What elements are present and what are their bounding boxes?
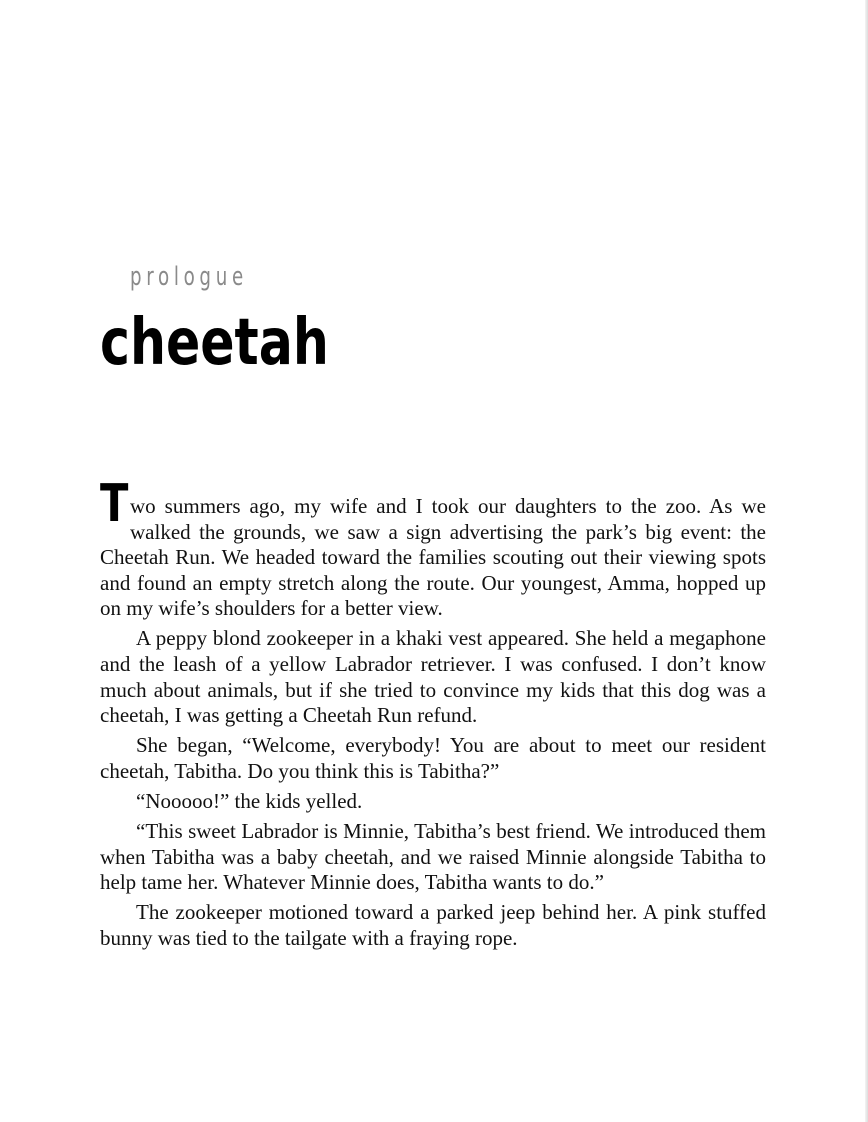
paragraph: “Nooooo!” the kids yelled.	[136, 789, 363, 814]
drop-cap: T	[100, 474, 129, 534]
chapter-body	[100, 474, 766, 956]
paragraph: A peppy blond zookeeper in a khaki vest appeared. She held a megaphone and the leash of a yellow Labrador retriever. I was confused. I don’t know much about animals, but if she tried to convince my kids that this dog was a cheetah, I was getting a Cheetah Run refund.	[100, 626, 766, 728]
paragraph: She began, “Welcome, everybody! You are about to meet our resident cheetah, Tabitha. Do you think this is Tabitha?”	[100, 733, 766, 783]
paragraph: The zookeeper motioned toward a parked jeep behind her. A pink stuffed bunny was tied to the tailgate with a fraying rope.	[100, 900, 766, 950]
chapter-kicker: prologue	[130, 262, 248, 292]
paragraph	[100, 474, 766, 622]
paragraph: “This sweet Labrador is Minnie, Tabitha’s best friend. We introduced them when Tabitha was a baby cheetah, and we raised Minnie alongside Tabitha to help tame her. Whatever Minnie does, Tabitha wants to do.”	[100, 819, 766, 895]
chapter-title: cheetah	[100, 306, 329, 380]
paragraph-text: wo summers ago, my wife and I took our daughters to the zoo. As we walked the grounds, we saw a sign advertising the park’s big event: the Cheetah Run. We headed toward the families scouting out their viewing spots and found an empty stretch along the route. Our youngest, Amma, hopped up on my wife’s shoulders for a better view.	[100, 494, 766, 621]
